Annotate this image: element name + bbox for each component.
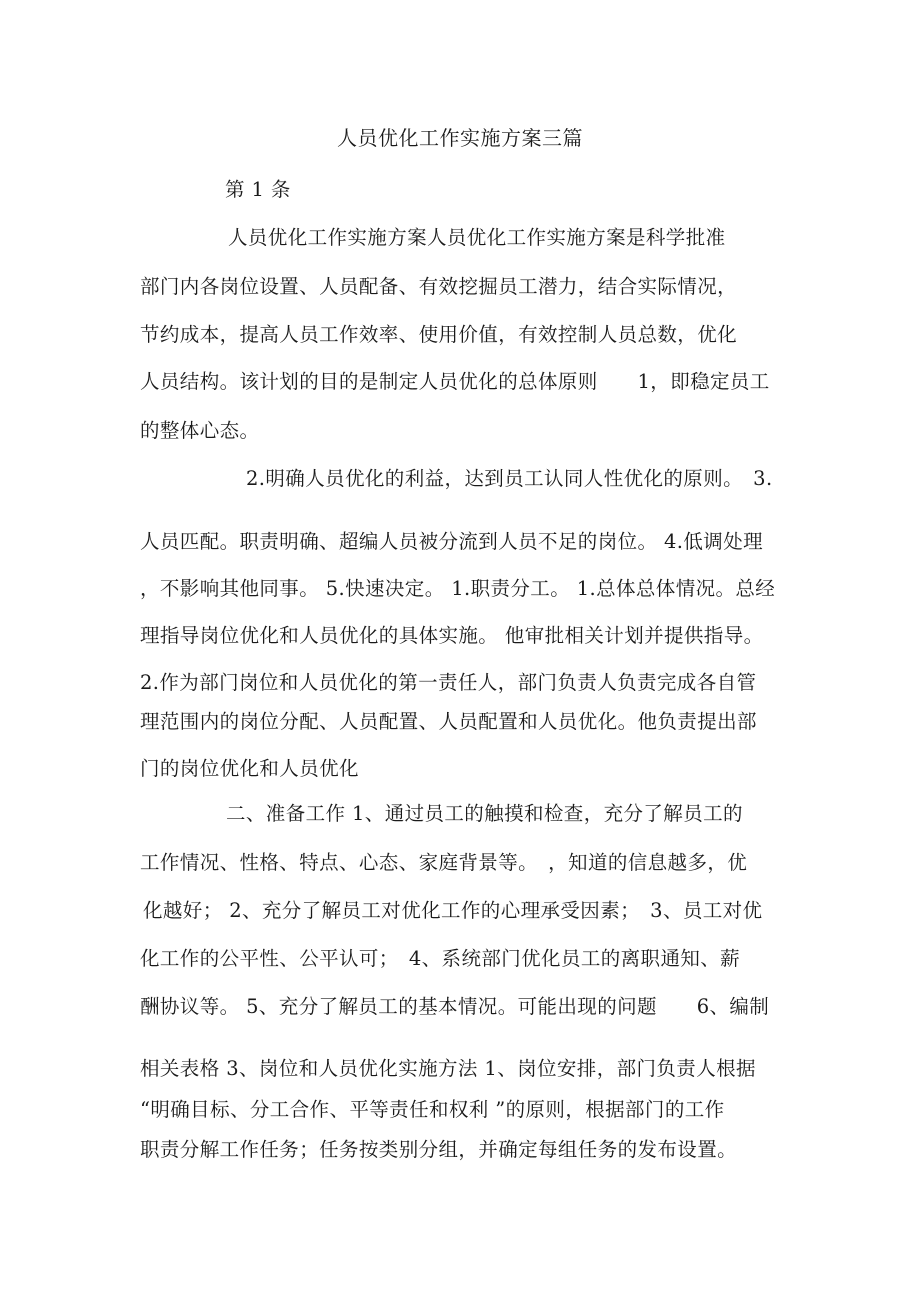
paragraph-line: 化越好； 2、充分了解员工对优化工作的心理承受因素； 3、员工对优 <box>143 899 763 922</box>
paragraph-line: 相关表格 3、岗位和人员优化实施方法 1、岗位安排，部门负责人根据 <box>140 1057 756 1080</box>
paragraph-line: 工作情况、性格、特点、心态、家庭背景等。 ，知道的信息越多，优 <box>140 851 748 874</box>
paragraph-line: 2.作为部门岗位和人员优化的第一责任人，部门负责人负责完成各自管 <box>140 671 757 694</box>
section-label: 第 1 条 <box>225 178 291 201</box>
paragraph-line: 部门内各岗位设置、人员配备、有效挖掘员工潜力，结合实际情况， <box>140 275 738 298</box>
paragraph-line: ，不影响其他同事。 5.快速决定。 1.职责分工。 1.总体总体情况。总经 <box>140 577 776 600</box>
paragraph-line: 二、准备工作 1、通过员工的触摸和检查，充分了解员工的 <box>226 802 743 825</box>
paragraph-line: 酬协议等。 5、充分了解员工的基本情况。可能出现的问题 6、编制 <box>140 995 770 1018</box>
paragraph-line: 人员优化工作实施方案人员优化工作实施方案是科学批准 <box>228 226 726 249</box>
paragraph-line: 理范围内的岗位分配、人员配置、人员配置和人员优化。他负责提出部 <box>140 710 757 733</box>
paragraph-line: 2.明确人员优化的利益，达到员工认同人性优化的原则。 3. <box>246 467 773 490</box>
paragraph-line: 人员匹配。职责明确、超编人员被分流到人员不足的岗位。 4.低调处理 <box>140 530 764 553</box>
paragraph-line: 门的岗位优化和人员优化 <box>140 757 359 780</box>
paragraph-line: 人员结构。该计划的目的是制定人员优化的总体原则 1，即稳定员工 <box>140 370 770 393</box>
paragraph-line: 理指导岗位优化和人员优化的具体实施。 他审批相关计划并提供指导。 <box>140 624 764 647</box>
paragraph-line: 化工作的公平性、公平认可； 4、系统部门优化员工的离职通知、薪 <box>140 947 741 970</box>
paragraph-line: 的整体心态。 <box>140 419 260 442</box>
paragraph-line: “明确目标、分工合作、平等责任和权利 ”的原则，根据部门的工作 <box>140 1098 725 1121</box>
paragraph-line: 职责分解工作任务；任务按类别分组，并确定每组任务的发布设置。 <box>140 1138 738 1161</box>
document-title: 人员优化工作实施方案三篇 <box>337 126 583 150</box>
paragraph-line: 节约成本，提高人员工作效率、使用价值，有效控制人员总数，优化 <box>140 323 738 346</box>
